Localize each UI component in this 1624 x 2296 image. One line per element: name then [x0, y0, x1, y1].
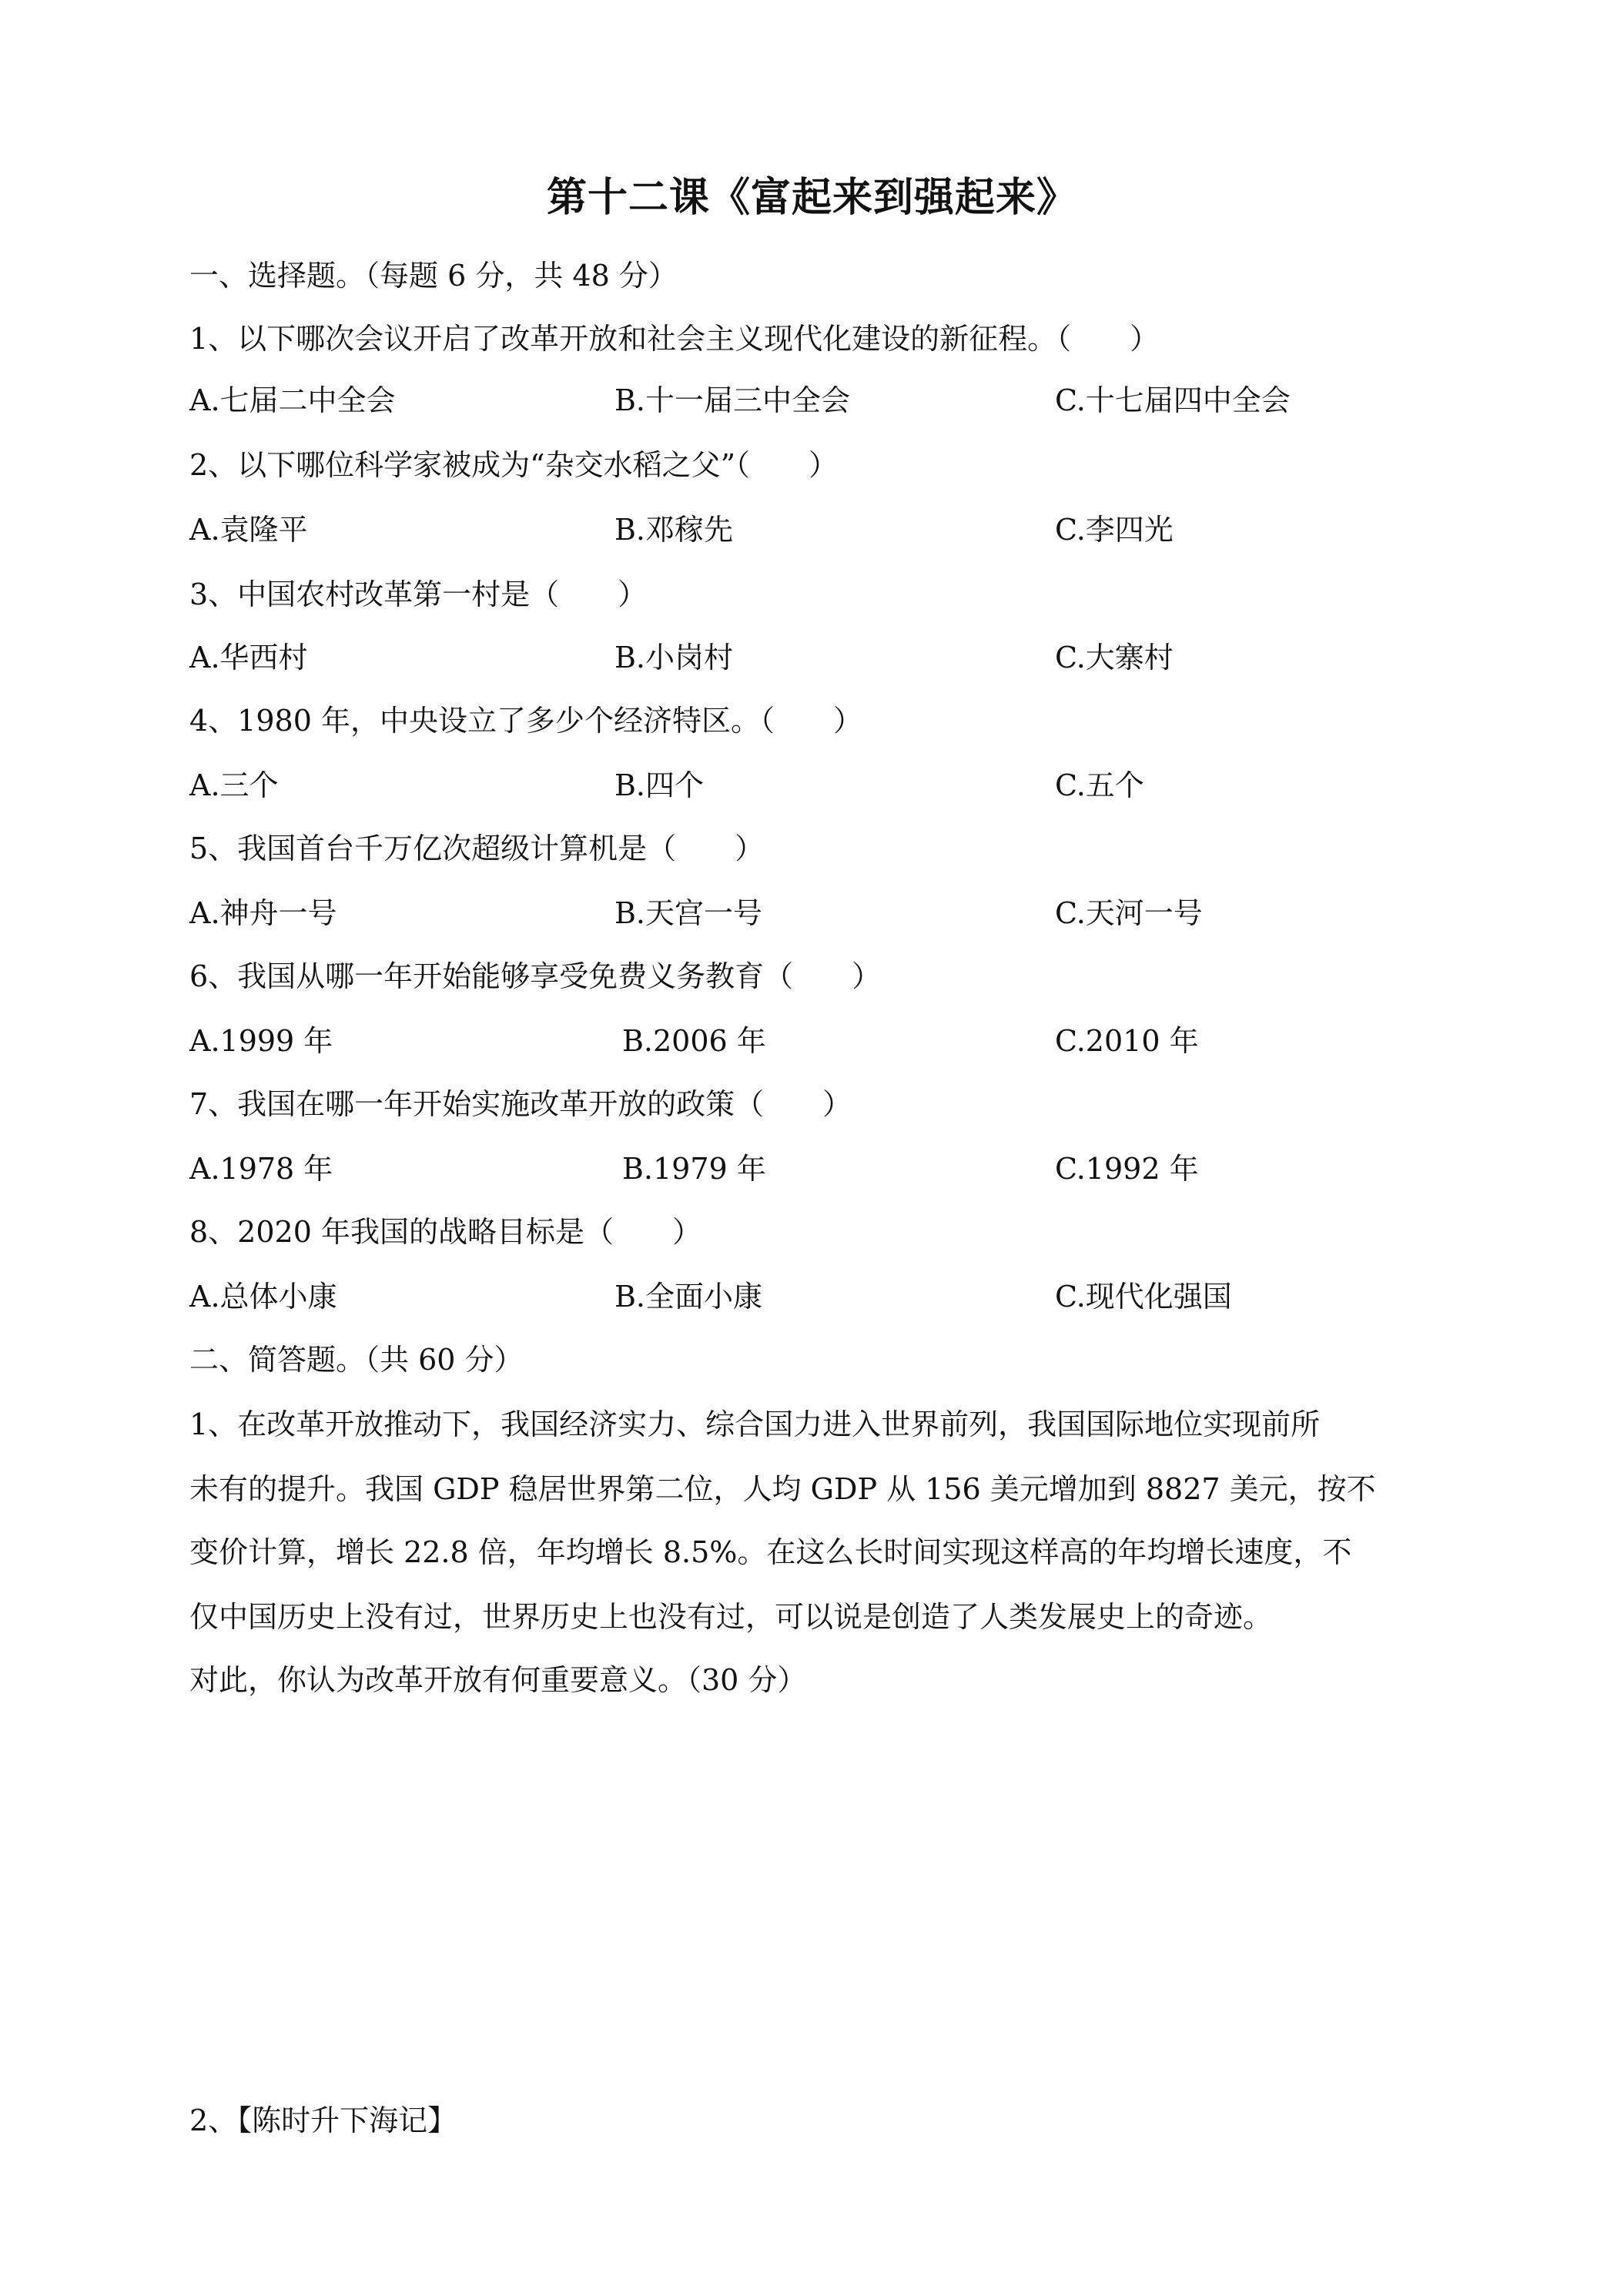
- question-8-option-a: A.总体小康: [189, 1280, 337, 1314]
- question-3-option-b: B.小岗村: [614, 641, 734, 674]
- short-answer-1-line-4: 仅中国历史上没有过，世界历史上也没有过，可以说是创造了人类发展史上的奇迹。: [189, 1600, 1273, 1634]
- question-7-option-b: B.1979 年: [622, 1152, 766, 1186]
- question-6-option-b: B.2006 年: [622, 1024, 766, 1058]
- question-5-stem: 5、我国首台千万亿次超级计算机是（ ）: [189, 832, 765, 865]
- question-5-option-b: B.天宫一号: [614, 896, 763, 930]
- question-3-stem: 3、中国农村改革第一村是（ ）: [189, 577, 648, 611]
- question-5-option-a: A.神舟一号: [189, 896, 337, 930]
- question-4-option-b: B.四个: [614, 768, 705, 802]
- question-8-stem: 8、2020 年我国的战略目标是（ ）: [189, 1215, 702, 1249]
- question-1-stem: 1、以下哪次会议开启了改革开放和社会主义现代化建设的新征程。（ ）: [189, 322, 1160, 356]
- question-1-option-a: A.七届二中全会: [189, 383, 396, 417]
- section1-heading: 一、选择题。（每题 6 分，共 48 分）: [189, 259, 678, 293]
- question-6-stem: 6、我国从哪一年开始能够享受免费义务教育（ ）: [189, 959, 882, 993]
- question-8-option-c: C.现代化强国: [1055, 1280, 1232, 1314]
- question-6-option-a: A.1999 年: [189, 1024, 333, 1058]
- question-3-option-a: A.华西村: [189, 641, 308, 674]
- question-7-stem: 7、我国在哪一年开始实施改革开放的政策（ ）: [189, 1087, 852, 1121]
- question-1-option-c: C.十七届四中全会: [1055, 383, 1291, 417]
- question-3-option-c: C.大寨村: [1055, 641, 1174, 674]
- question-7-option-c: C.1992 年: [1055, 1152, 1199, 1186]
- question-7-option-a: A.1978 年: [189, 1152, 333, 1186]
- page-title: 第十二课《富起来到强起来》: [546, 174, 1077, 221]
- question-2-option-b: B.邓稼先: [614, 513, 734, 547]
- short-answer-1-line-5: 对此，你认为改革开放有何重要意义。（30 分）: [189, 1663, 807, 1697]
- question-4-option-a: A.三个: [189, 768, 279, 802]
- section2-heading: 二、简答题。（共 60 分）: [189, 1343, 524, 1377]
- short-answer-1-line-3: 变价计算，增长 22.8 倍，年均增长 8.5%。在这么长时间实现这样高的年均增长速度，不: [189, 1535, 1352, 1569]
- question-1-option-b: B.十一届三中全会: [614, 383, 851, 417]
- question-4-option-c: C.五个: [1055, 768, 1144, 802]
- question-8-option-b: B.全面小康: [614, 1280, 763, 1314]
- question-2-option-a: A.袁隆平: [189, 513, 308, 547]
- short-answer-1-line-1: 1、在改革开放推动下，我国经济实力、综合国力进入世界前列，我国国际地位实现前所: [189, 1407, 1321, 1441]
- question-2-option-c: C.李四光: [1055, 513, 1174, 547]
- question-4-stem: 4、1980 年，中央设立了多少个经济特区。（ ）: [189, 704, 862, 738]
- question-5-option-c: C.天河一号: [1055, 896, 1203, 930]
- question-2-stem: 2、以下哪位科学家被成为“杂交水稻之父”（ ）: [189, 448, 839, 482]
- short-answer-1-line-2: 未有的提升。我国 GDP 稳居世界第二位，人均 GDP 从 156 美元增加到 8827 美元，按不: [189, 1472, 1376, 1506]
- question-6-option-c: C.2010 年: [1055, 1024, 1199, 1058]
- short-answer-2-heading: 2、【陈时升下海记】: [189, 2104, 457, 2137]
